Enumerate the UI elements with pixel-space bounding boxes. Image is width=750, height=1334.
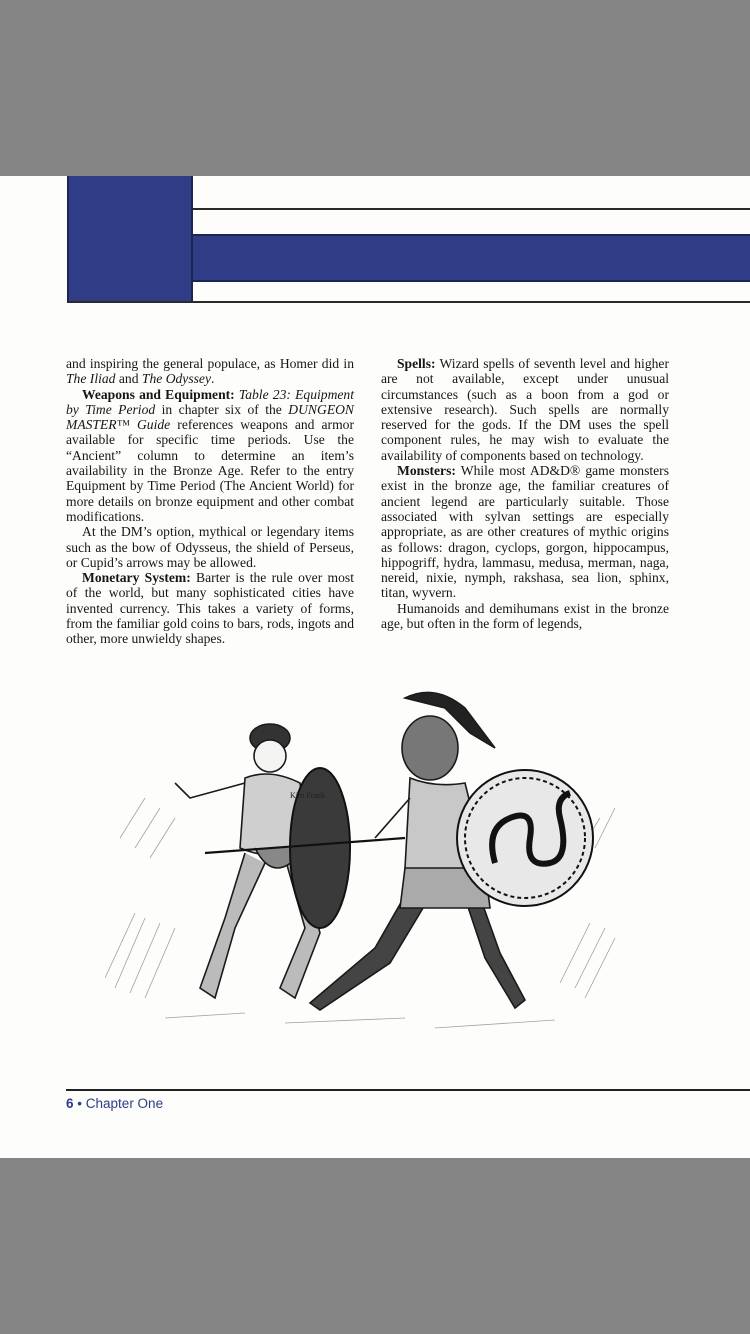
header-blue-bar: [193, 234, 750, 282]
header-rule: [67, 301, 750, 303]
paragraph-spells: Spells: Wizard spells of seventh level and higher are not available, except under unusual circumstances (such as a boon from a god or extensive research). Such spells are normally reserved for the gods. If the DM uses the spell component rules, he may wish to evaluate the availability of components based on technology.: [381, 356, 669, 463]
artist-signature: Kim Frank: [290, 791, 325, 800]
footer-rule: [66, 1089, 750, 1091]
paragraph: At the DM’s option, mythical or legendary items such as the bow of Odysseus, the shield of Perseus, or Cupid’s arrows may be allowed.: [66, 524, 354, 570]
header-thin-line-top: [193, 208, 750, 210]
page-number: 6: [66, 1096, 74, 1111]
warriors-illustration: [105, 688, 625, 1063]
book-page: [0, 176, 750, 1158]
header-square-decoration: [67, 176, 193, 302]
footer-bullet: •: [77, 1096, 83, 1111]
paragraph-monetary-system: Monetary System: Barter is the rule over most of the world, but many sophisticated cities have invented currency. This takes a variety of forms, from the familiar gold coins to bars, rods, ingots and other, more unwieldy shapes.: [66, 570, 354, 647]
chapter-label: Chapter One: [85, 1096, 164, 1111]
right-column: [381, 356, 669, 631]
paragraph: Humanoids and demihumans exist in the bronze age, but often in the form of legends,: [381, 600, 669, 632]
paragraph: and inspiring the general populace, as Homer did in The Iliad and The Odyssey.: [66, 356, 354, 387]
paragraph-weapons-equipment: Weapons and Equipment: Table 23: Equipment by Time Period in chapter six of the DUNGEON MASTER™ Guide references weapons and armor available for specific time periods. Use the “Ancient” column to determine an item’s availability in the Bronze Age. Refer to the entry Equipment by Time Period (The Ancient World) for more details on bronze equipment and other combat modifications.: [66, 386, 355, 524]
right-shield-serpent: [457, 770, 593, 906]
left-column: [66, 356, 354, 647]
page-footer: [66, 1096, 163, 1111]
paragraph-monsters: Monsters: While most AD&D® game monsters exist in the bronze age, the familiar creatures of ancient legend are particularly suitable. Those associated with sylvan settings are especially appropriate, as are other creatures of mythic origins as follows: dragon, cyclops, gorgon, hippocampus, hippogriff, hydra, lammasu, medusa, merman, naga, nereid, nixie, nymph, rakshasa, sea lion, sphinx, titan, wyvern.: [381, 463, 669, 601]
